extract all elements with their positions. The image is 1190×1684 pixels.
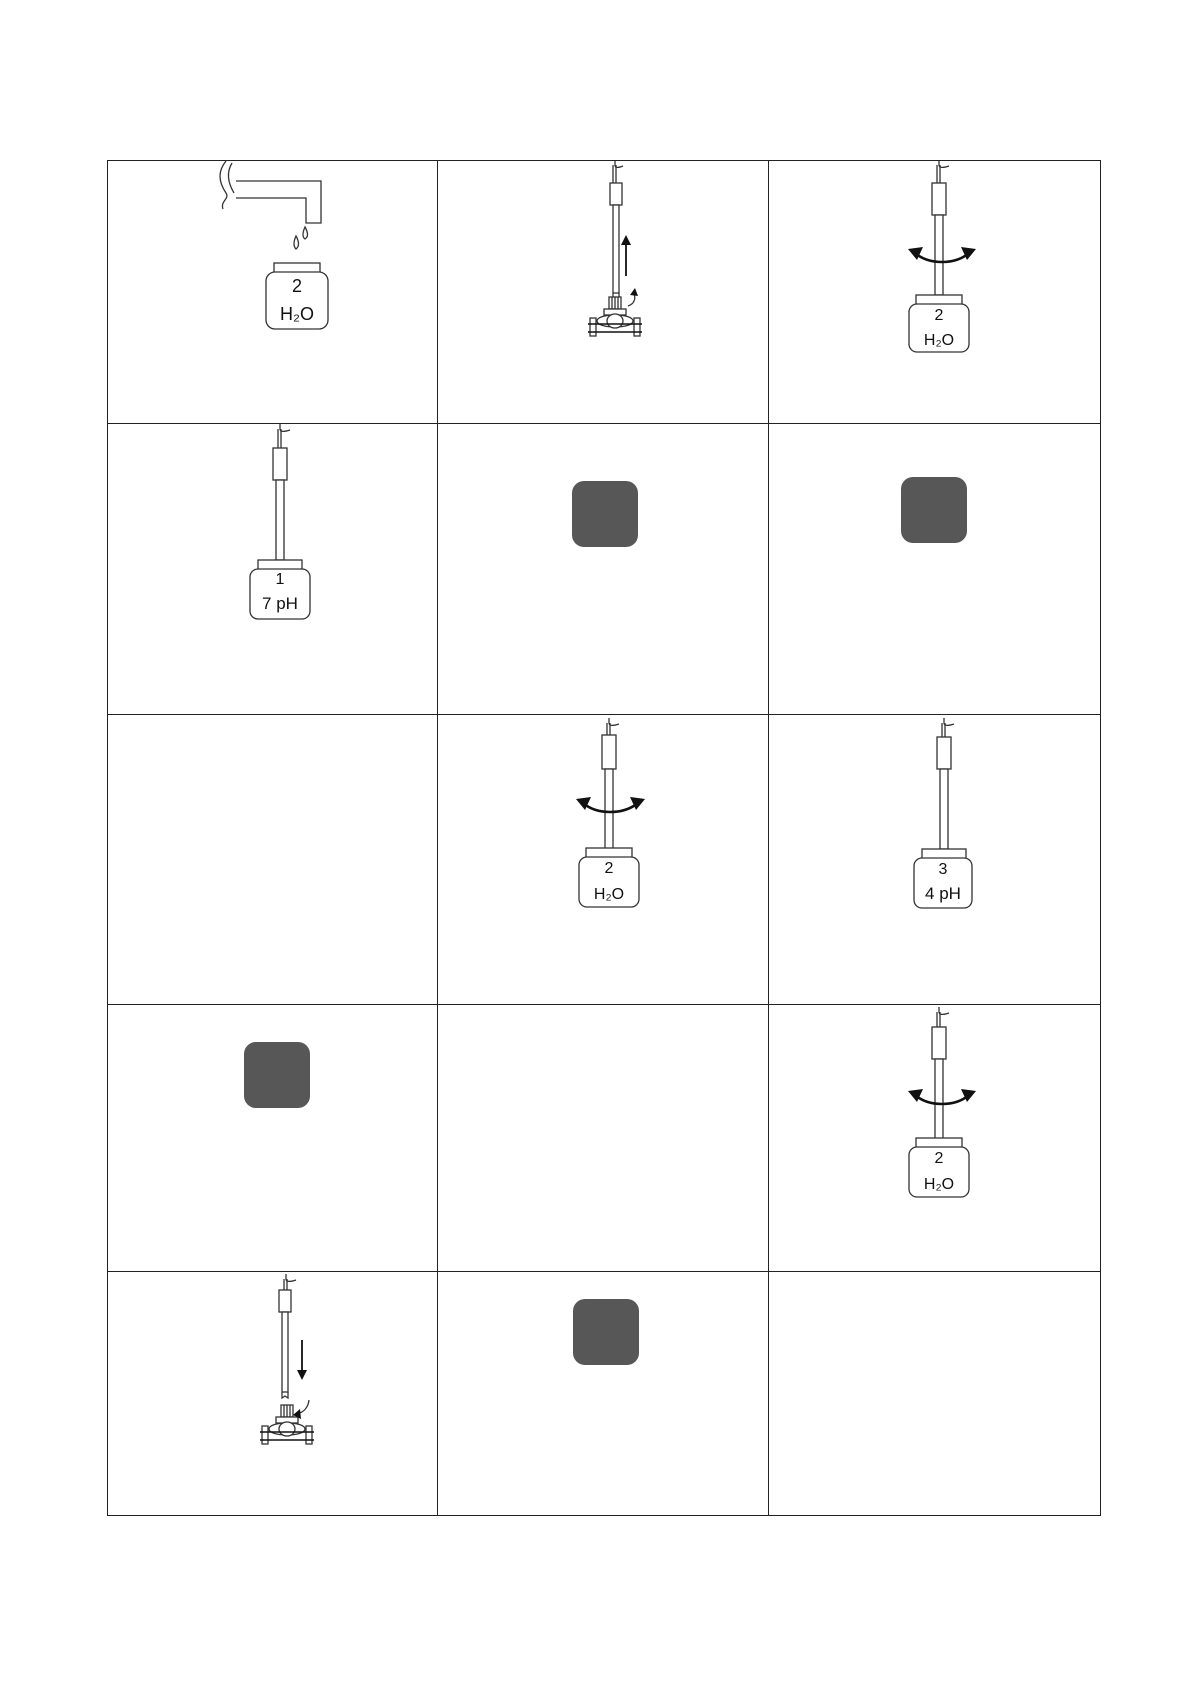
cell-buffer-4	[768, 715, 1099, 1004]
ph-sensor-icon	[279, 1274, 296, 1398]
ph-sensor-icon	[602, 718, 619, 849]
bottle-label: 4 pH	[925, 884, 961, 903]
grid-row-4	[108, 1004, 1100, 1271]
bottle-icon	[266, 263, 328, 329]
pipe-holder-icon	[588, 288, 642, 336]
cell-empty	[437, 1005, 768, 1271]
grid-row-3	[108, 714, 1100, 1004]
swirl-sensor-illustration	[438, 715, 768, 1004]
remove-sensor-illustration	[438, 161, 768, 423]
tap-water-bottle-illustration	[108, 161, 437, 423]
grid-row-2	[108, 423, 1100, 714]
cell-empty	[768, 1272, 1099, 1515]
cell-swirl-water	[768, 1005, 1099, 1271]
cell-button	[108, 1005, 437, 1271]
up-arrow-icon	[621, 235, 631, 276]
bottle-icon	[909, 295, 969, 352]
faucet-icon	[220, 161, 321, 223]
bottle-label: H₂O	[593, 886, 625, 903]
cell-rinse-bottle	[108, 161, 437, 423]
install-sensor-illustration	[108, 1272, 437, 1515]
pipe-holder-icon	[260, 1400, 314, 1444]
key-button[interactable]	[573, 1299, 639, 1365]
bottle-number: 2	[934, 307, 944, 324]
cell-swirl-water	[437, 715, 768, 1004]
bottle-icon	[914, 849, 972, 908]
water-drops-icon	[294, 227, 308, 249]
instruction-grid	[107, 160, 1101, 1516]
bottle-number: 2	[291, 276, 303, 296]
key-button[interactable]	[901, 477, 967, 543]
cell-button	[437, 1272, 768, 1515]
ph-sensor-icon	[937, 718, 954, 849]
sensor-in-buffer-illustration	[108, 424, 437, 714]
grid-row-5	[108, 1271, 1100, 1515]
cell-empty	[108, 715, 437, 1004]
key-button[interactable]	[244, 1042, 310, 1108]
cell-remove-sensor	[437, 161, 768, 423]
swirl-sensor-illustration	[769, 161, 1099, 423]
cell-buffer-7	[108, 424, 437, 714]
bottle-number: 3	[938, 861, 948, 878]
bottle-icon	[579, 848, 639, 907]
bottle-label: H₂O	[280, 304, 314, 324]
bottle-icon	[250, 560, 310, 619]
ph-sensor-icon	[932, 161, 949, 295]
bottle-number: 1	[275, 571, 285, 588]
swirl-sensor-illustration	[769, 1005, 1099, 1271]
ph-sensor-icon	[273, 424, 290, 560]
ph-sensor-icon	[932, 1007, 949, 1139]
cell-swirl-water	[768, 161, 1099, 423]
bottle-label: H₂O	[923, 332, 955, 349]
cell-install-sensor	[108, 1272, 437, 1515]
bottle-label: 7 pH	[262, 594, 298, 613]
grid-row-1	[108, 161, 1100, 423]
bottle-icon	[909, 1138, 969, 1197]
bottle-number: 2	[934, 1150, 944, 1167]
ph-sensor-icon	[610, 161, 623, 299]
sensor-in-buffer-illustration	[769, 715, 1099, 1004]
cell-button	[437, 424, 768, 714]
bottle-label: H₂O	[923, 1176, 955, 1193]
key-button[interactable]	[572, 481, 638, 547]
down-arrow-icon	[297, 1340, 307, 1380]
bottle-number: 2	[604, 860, 614, 877]
cell-button	[768, 424, 1099, 714]
